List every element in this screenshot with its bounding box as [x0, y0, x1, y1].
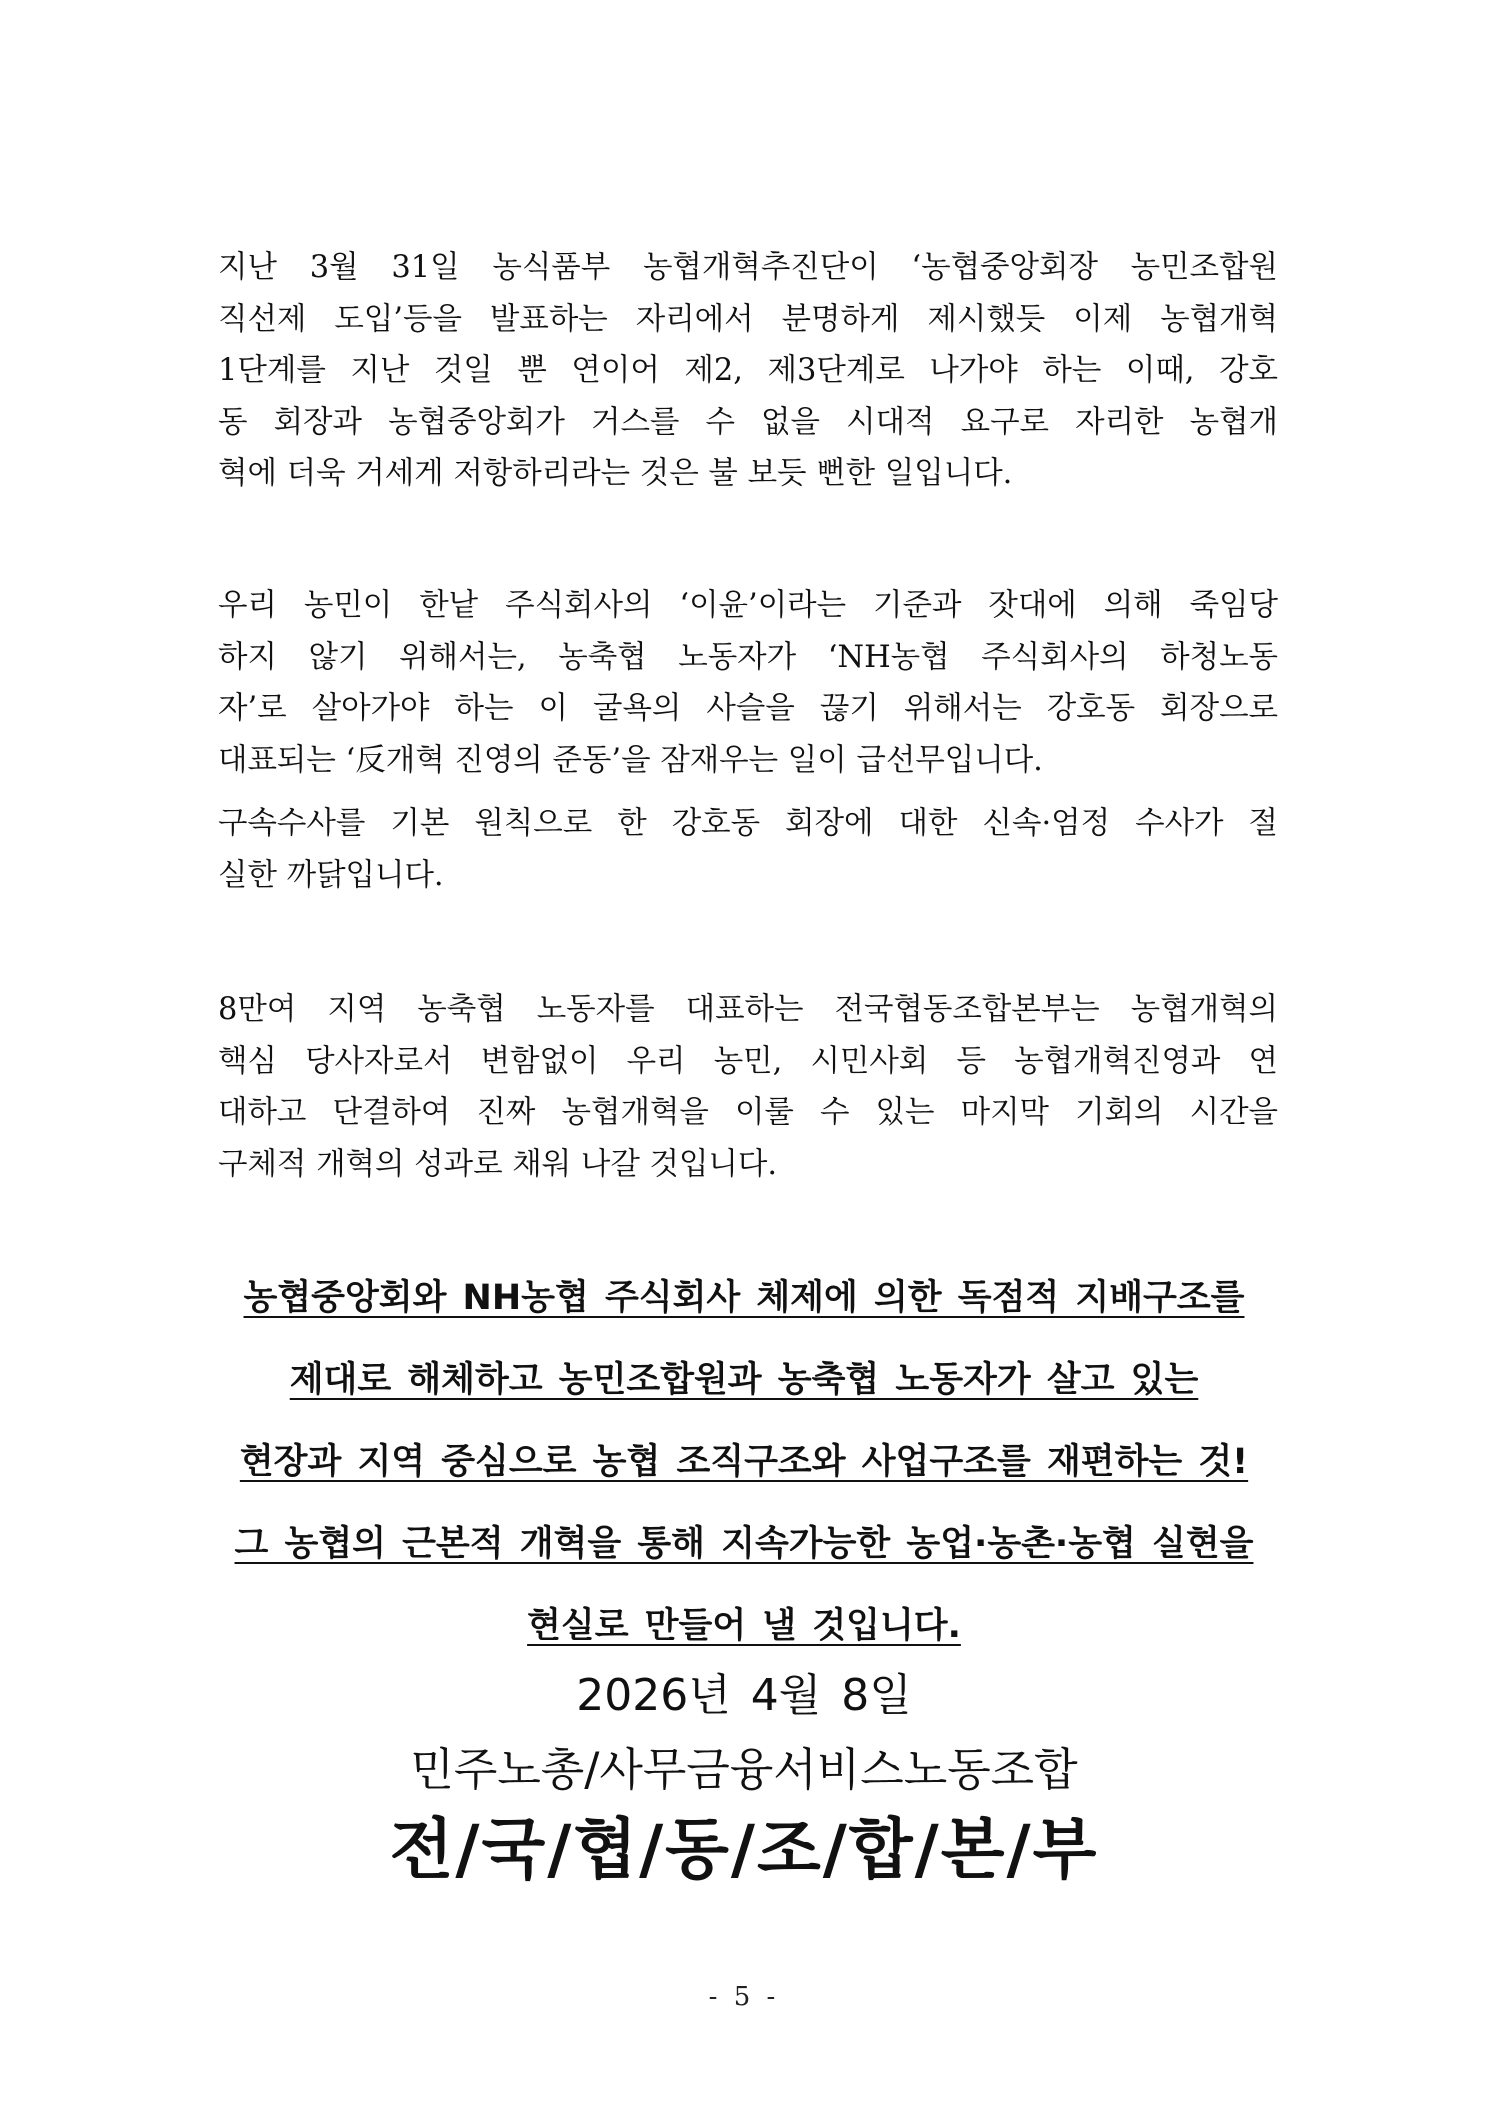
slogan-line: 제대로 해체하고 농민조합원과 농축협 노동자가 살고 있는 — [289, 1360, 1199, 1400]
paragraph-line: 우리 농민이 한낱 주식회사의 ‘이윤’이라는 기준과 잣대에 의해 죽임당 — [218, 588, 1278, 623]
page-number: - 5 - — [708, 1982, 780, 2012]
paragraph-line: 실한 까닭입니다. — [218, 857, 444, 893]
paragraph-line: 대표되는 ‘反개혁 진영의 준동’을 잠재우는 일이 급선무입니다. — [218, 742, 1043, 778]
paragraph-line: 대하고 단결하여 진짜 농협개혁을 이룰 수 있는 마지막 기회의 시간을 — [218, 1095, 1278, 1130]
paragraph-line: 지난 3월 31일 농식품부 농협개혁추진단이 ‘농협중앙회장 농민조합원 — [218, 250, 1278, 285]
body-paragraph-1 — [218, 242, 1278, 500]
slogan-line: 농협중앙회와 NH농협 주식회사 체제에 의한 독점적 지배구조를 — [243, 1278, 1245, 1318]
paragraph-line: 동 회장과 농협중앙회가 거스를 수 없을 시대적 요구로 자리한 농협개 — [218, 404, 1278, 440]
paragraph-line: 구체적 개혁의 성과로 채워 나갈 것입니다. — [218, 1146, 778, 1182]
signature-name: 전/국/협/동/조/합/본/부 — [389, 1811, 1099, 1888]
paragraph-line: 혁에 더욱 거세게 저항하리라는 것은 불 보듯 뻔한 일입니다. — [218, 456, 1013, 491]
body-paragraph-2 — [218, 580, 1278, 786]
signature-organization: 민주노총/사무금융서비스노동조합 — [410, 1743, 1078, 1796]
paragraph-line: 구속수사를 기본 원칙으로 한 강호동 회장에 대한 신속·엄정 수사가 절 — [218, 806, 1278, 841]
paragraph-line: 핵심 당사자로서 변함없이 우리 농민, 시민사회 등 농협개혁진영과 연 — [218, 1043, 1278, 1079]
body-paragraph-4 — [218, 984, 1278, 1190]
body-paragraph-3 — [218, 798, 1278, 901]
paragraph-line: 8만여 지역 농축협 노동자를 대표하는 전국협동조합본부는 농협개혁의 — [218, 992, 1278, 1027]
slogan-line: 그 농협의 근본적 개혁을 통해 지속가능한 농업·농촌·농협 실현을 — [234, 1524, 1254, 1564]
paragraph-line: 하지 않기 위해서는, 농축협 노동자가 ‘NH농협 주식회사의 하청노동 — [218, 639, 1278, 675]
slogan-block — [200, 1257, 1288, 1667]
slogan-line: 현장과 지역 중심으로 농협 조직구조와 사업구조를 재편하는 것! — [239, 1442, 1249, 1482]
paragraph-line: 직선제 도입’등을 발표하는 자리에서 분명하게 제시했듯 이제 농협개혁 — [218, 301, 1278, 337]
signature-date: 2026년 4월 8일 — [576, 1670, 912, 1721]
slogan-line: 현실로 만들어 낼 것입니다. — [527, 1606, 961, 1646]
paragraph-line: 1단계를 지난 것일 뿐 연이어 제2, 제3단계로 나가야 하는 이때, 강호 — [218, 353, 1278, 388]
paragraph-line: 자’로 살아가야 하는 이 굴욕의 사슬을 끊기 위해서는 강호동 회장으로 — [218, 691, 1278, 726]
